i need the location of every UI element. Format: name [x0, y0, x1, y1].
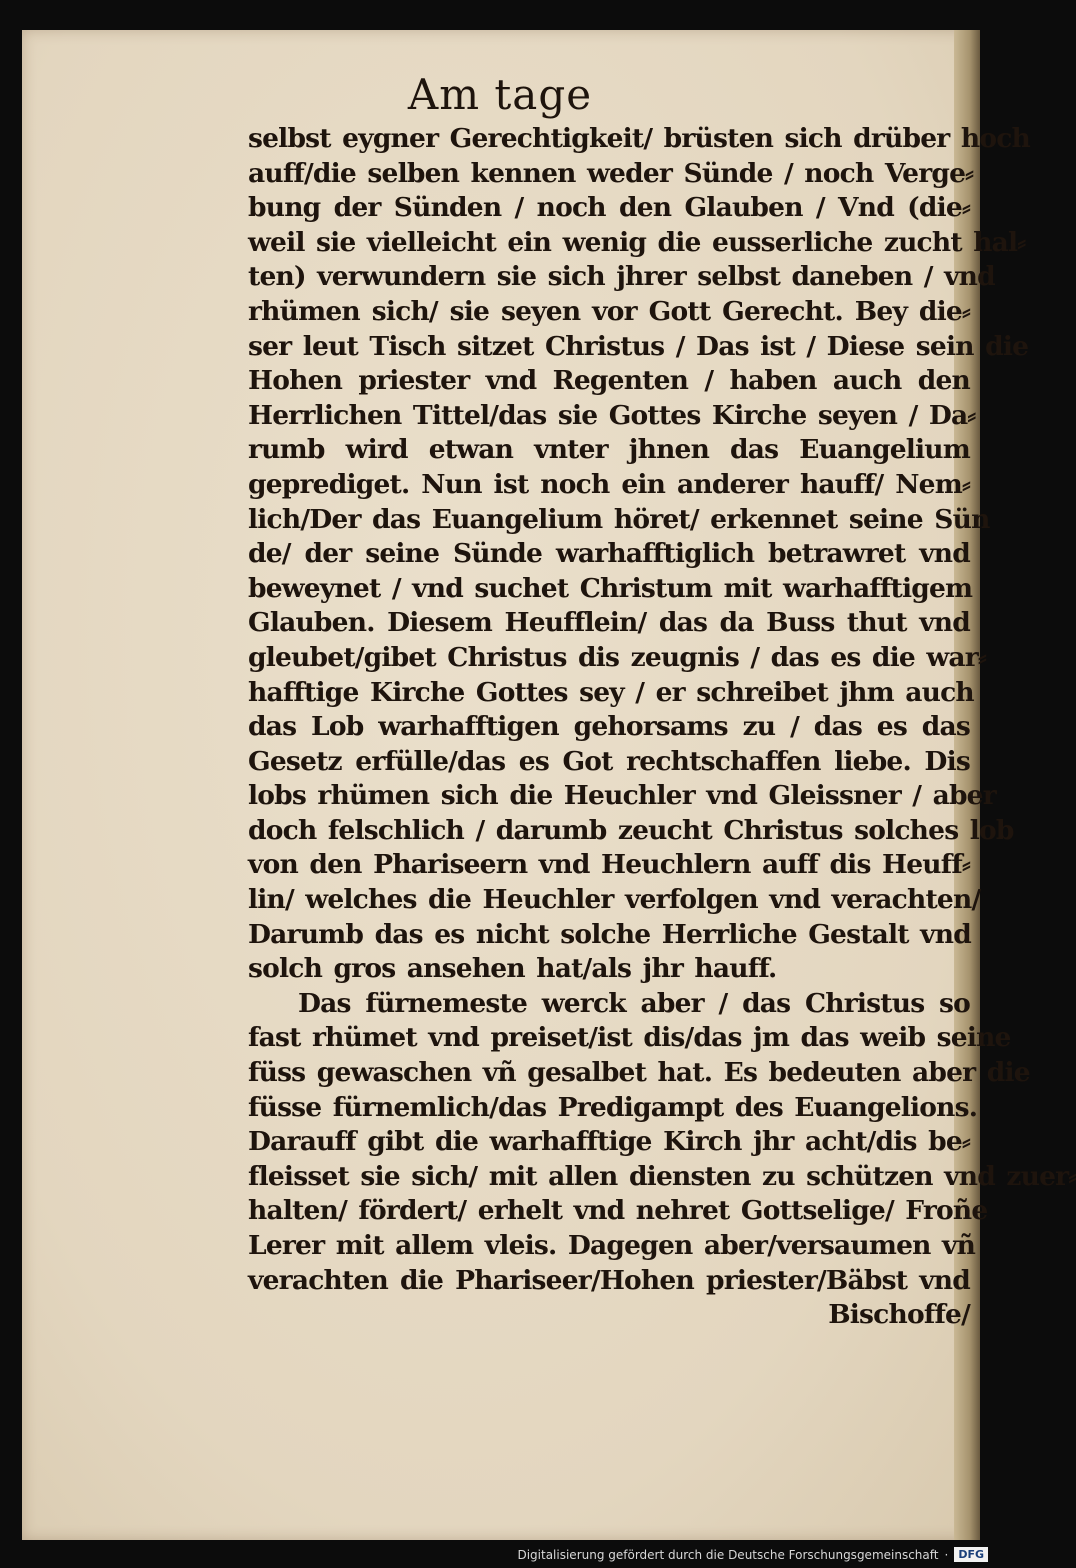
text-line: das Lob warhafftigen gehorsams zu / das es das	[248, 711, 970, 743]
text-line: ten) verwundern sie sich jhrer selbst daneben / vnd	[248, 261, 995, 293]
running-head: Am tage	[407, 70, 593, 119]
text-line: verachten die Phariseer/Hohen priester/Bäbst vnd	[248, 1264, 970, 1296]
text-line: beweynet / vnd suchet Christum mit warhafftigem	[248, 572, 973, 604]
text-line: ser leut Tisch sitzet Christus / Das ist / Diese sein die	[248, 330, 1029, 362]
footer-text: Digitalisierung gefördert durch die Deutsche Forschungsgemeinschaft	[517, 1547, 939, 1562]
text-line: Herrlichen Tittel/das sie Gottes Kirche seyen / Da⸗	[248, 399, 976, 431]
text-line: Darauff gibt die warhafftige Kirch jhr acht/dis be⸗	[248, 1126, 970, 1158]
text-line: fast rhümet vnd preiset/ist dis/das jm das weib seine	[248, 1022, 1011, 1054]
dfg-logo: DFG	[954, 1547, 988, 1562]
text-line: Lerer mit allem vleis. Dagegen aber/versaumen vñ	[248, 1230, 976, 1261]
text-line: geprediget. Nun ist noch ein anderer hauff/ Nem⸗	[248, 468, 970, 500]
text-line: auff/die selben kennen weder Sünde / noch Verge⸗	[248, 157, 974, 189]
body-text	[248, 122, 1076, 1333]
text-line: Darumb das es nicht solche Herrliche Gestalt vnd	[248, 918, 971, 950]
text-line: fleisset sie sich/ mit allen diensten zu schützen vnd zuer⸗	[248, 1160, 1076, 1192]
text-line: halten/ fördert/ erhelt vnd nehret Gottselige/ Froñe	[248, 1195, 988, 1227]
text-line: lobs rhümen sich die Heuchler vnd Gleissner / aber	[248, 780, 996, 812]
footer-separator: ·	[944, 1547, 949, 1562]
text-line: füsse fürnemlich/das Predigampt des Euangelions.	[248, 1091, 978, 1123]
text-line: Hohen priester vnd Regenten / haben auch den	[248, 365, 970, 397]
text-line: selbst eygner Gerechtigkeit/ brüsten sich drüber hoch	[248, 123, 1031, 154]
text-line: lin/ welches die Heuchler verfolgen vnd verachten/	[248, 884, 981, 916]
text-line: rumb wird etwan vnter jhnen das Euangelium	[248, 434, 970, 466]
text-line: doch felschlich / darumb zeucht Christus solches lob	[248, 814, 1014, 846]
text-line: solch gros ansehen hat/als jhr hauff.	[248, 953, 777, 985]
text-line: Gesetz erfülle/das es Got rechtschaffen liebe. Dis	[248, 745, 970, 777]
text-line: bung der Sünden / noch den Glauben / Vnd (die⸗	[248, 192, 970, 224]
text-line: weil sie vielleicht ein wenig die eusserliche zucht hal⸗	[248, 226, 1026, 258]
text-line: Das fürnemeste werck aber / das Christus so	[298, 987, 970, 1019]
text-line: gleubet/gibet Christus dis zeugnis / das es die war⸗	[248, 641, 986, 673]
text-line: Bischoffe/	[828, 1299, 970, 1331]
text-line: lich/Der das Euangelium höret/ erkennet seine Sün	[248, 503, 990, 535]
text-line: von den Phariseern vnd Heuchlern auff dis Heuff⸗	[248, 849, 970, 881]
text-line: rhümen sich/ sie seyen vor Gott Gerecht. Bey die⸗	[248, 295, 970, 327]
text-line: füss gewaschen vñ gesalbet hat. Es bedeuten aber die	[248, 1057, 1030, 1089]
text-line: de/ der seine Sünde warhafftiglich betrawret vnd	[248, 538, 970, 570]
text-line: hafftige Kirche Gottes sey / er schreibet jhm auch	[248, 676, 974, 708]
footer-credit	[517, 1547, 988, 1562]
text-line: Glauben. Diesem Heufflein/ das da Buss thut vnd	[248, 607, 970, 639]
